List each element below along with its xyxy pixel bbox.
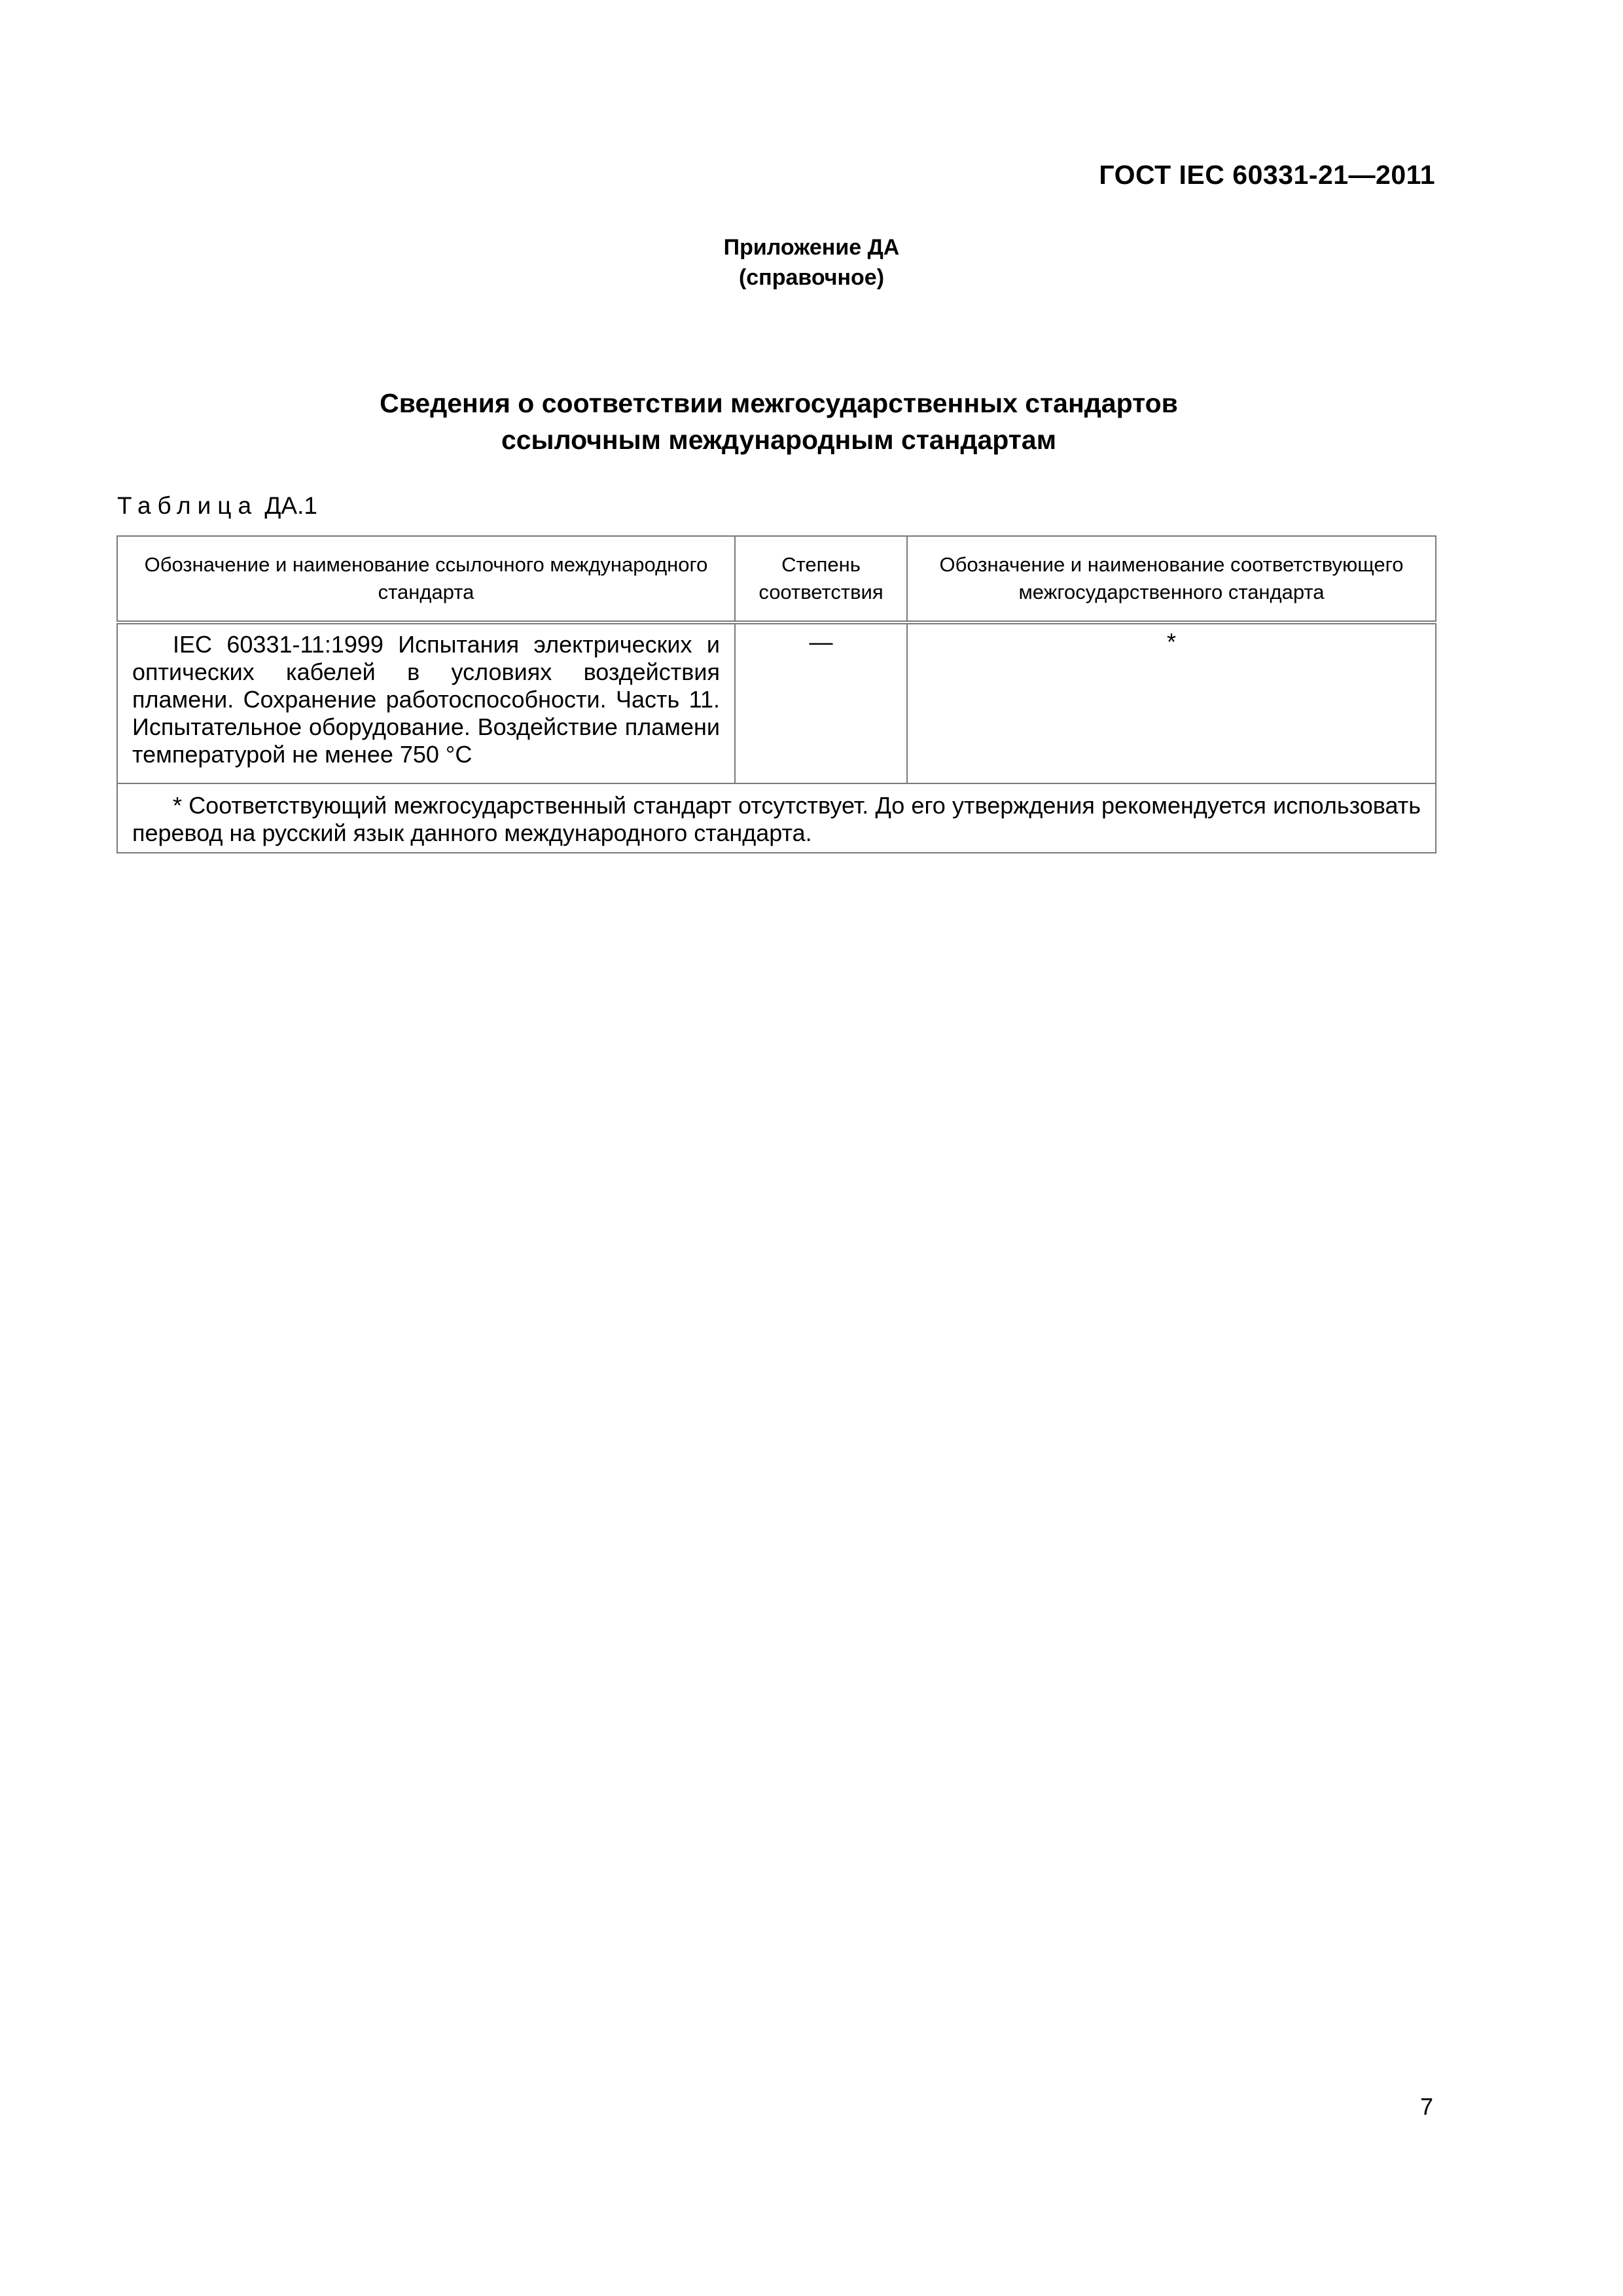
cell-reference-standard: IEC 60331-11:1999 Испытания электрических и оптических кабелей в условиях воздействия пламени. Сохранение работоспособности. Часть 11. Испытательное оборудование. Воздействие пламени температурой не менее 750 °С xyxy=(117,622,735,783)
annex-title: Приложение ДА xyxy=(723,235,900,260)
cell-degree: — xyxy=(735,622,907,783)
header-degree: Степень соответствия xyxy=(735,536,907,622)
table-caption xyxy=(117,492,317,520)
table-row xyxy=(117,622,1436,783)
page-number: 7 xyxy=(1420,2093,1434,2120)
section-title xyxy=(0,385,1558,458)
table-footnote: * Соответствующий межгосударственный стандарт отсутствует. До его утверждения рекомендуется использовать перевод на русский язык данного международного стандарта. xyxy=(117,783,1436,853)
table-header-row xyxy=(117,536,1436,622)
table-footnote-row xyxy=(117,783,1436,853)
section-title-line-1: Сведения о соответствии межгосударственных стандартов xyxy=(380,388,1178,418)
section-title-line-2: ссылочным международным стандартам xyxy=(501,425,1057,455)
header-national-standard: Обозначение и наименование соответствующего межгосударственного стандарта xyxy=(907,536,1436,622)
document-code: ГОСТ IEC 60331-21—2011 xyxy=(1099,160,1435,190)
table-caption-label: Таблица xyxy=(117,492,259,519)
annex-heading xyxy=(0,232,1623,293)
standards-table xyxy=(116,535,1436,853)
cell-national-standard: * xyxy=(907,622,1436,783)
header-reference-standard: Обозначение и наименование ссылочного международного стандарта xyxy=(117,536,735,622)
table-caption-number: ДА.1 xyxy=(264,492,317,519)
annex-subtitle: (справочное) xyxy=(738,265,885,290)
